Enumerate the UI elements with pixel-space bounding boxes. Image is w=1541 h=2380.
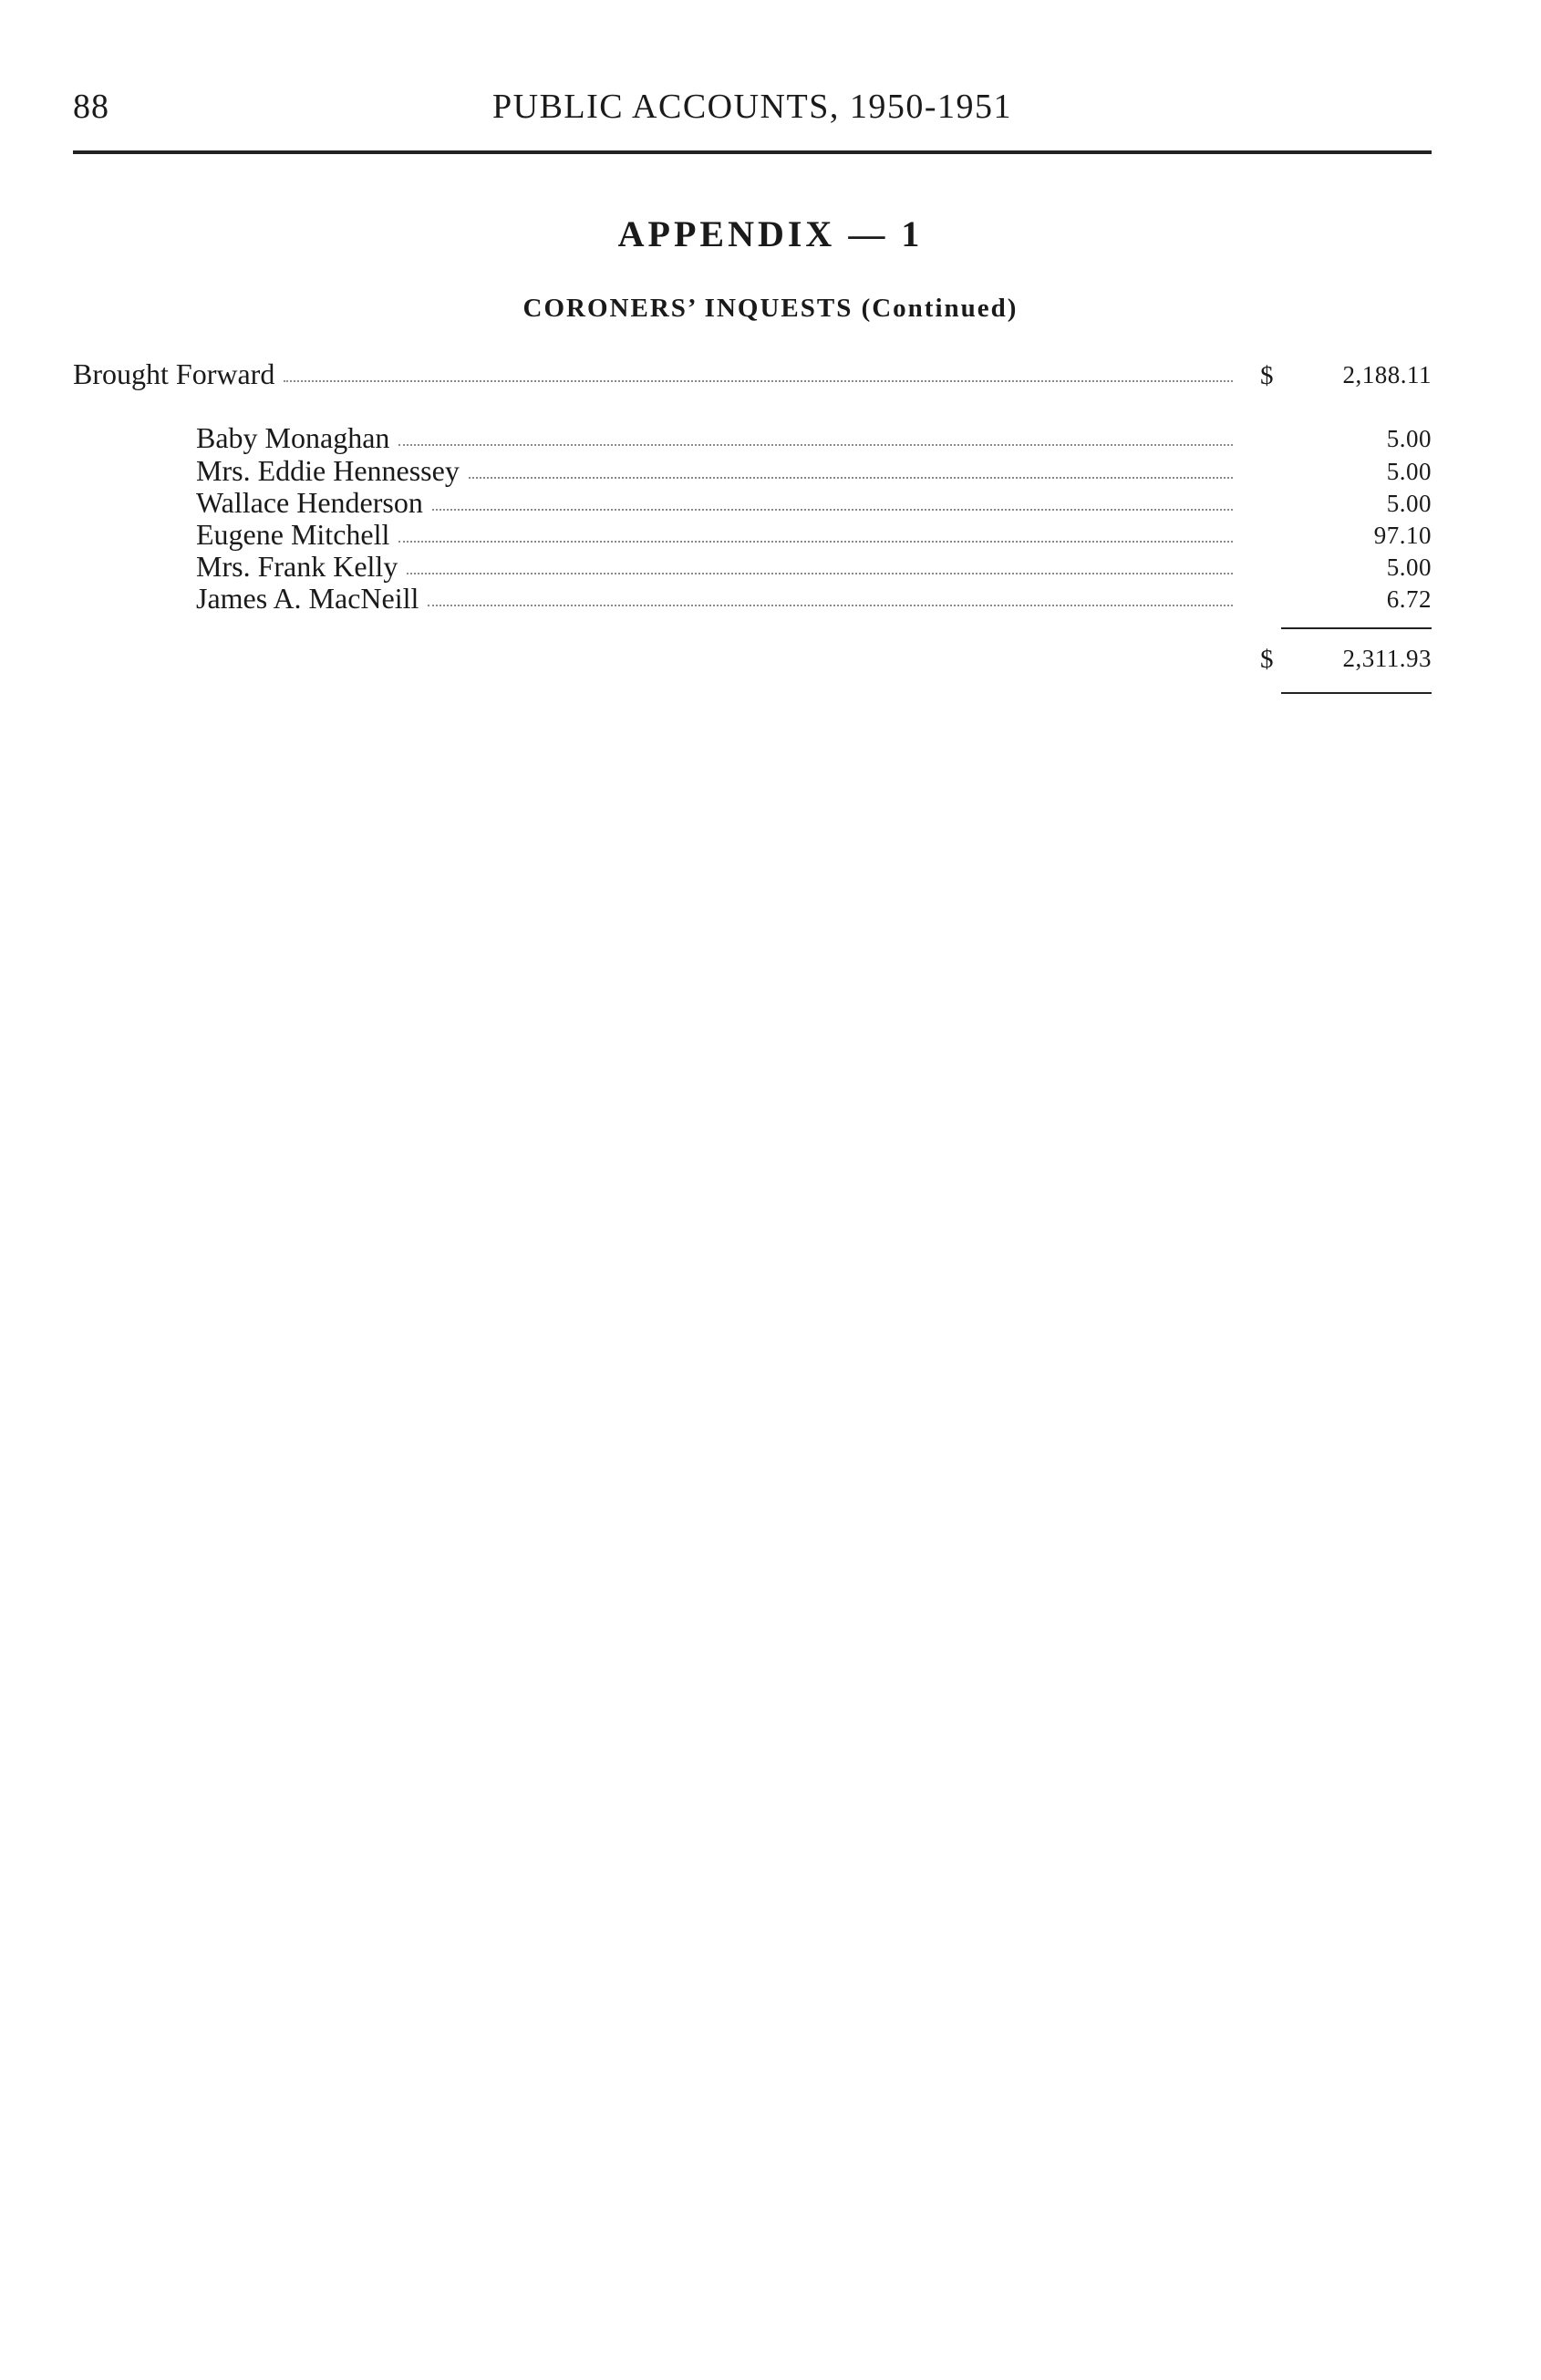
total-amount: 2,311.93 — [1342, 645, 1432, 672]
section-title: APPENDIX — 1 — [617, 213, 924, 254]
entry-name: Mrs. Eddie Hennessey — [196, 454, 460, 487]
page-header — [73, 87, 1432, 141]
dot-leader — [432, 508, 1233, 511]
dot-leader — [428, 604, 1233, 606]
dot-leader — [398, 540, 1233, 543]
brought-forward-amount: 2,188.11 — [1342, 361, 1432, 388]
running-title: PUBLIC ACCOUNTS, 1950-1951 — [492, 88, 1012, 126]
entry-name: Mrs. Frank Kelly — [196, 550, 398, 583]
entry-amount: 97.10 — [1373, 522, 1432, 549]
entry-row — [196, 421, 1240, 454]
entry-row — [196, 582, 1240, 615]
entry-name: Wallace Henderson — [196, 486, 423, 519]
subtotal-rule — [1281, 627, 1432, 629]
entry-row — [196, 550, 1240, 583]
entry-name: James A. MacNeill — [196, 582, 419, 615]
entry-row — [196, 454, 1240, 487]
dot-leader — [284, 379, 1233, 382]
entry-row — [196, 518, 1240, 551]
total-rule — [1281, 692, 1432, 694]
entry-name: Baby Monaghan — [196, 421, 390, 454]
dot-leader — [407, 572, 1233, 574]
entry-row — [196, 486, 1240, 519]
header-rule — [73, 150, 1432, 154]
brought-forward-currency: $ — [1260, 361, 1274, 390]
entry-amount: 5.00 — [1386, 425, 1432, 452]
entry-amount: 6.72 — [1386, 585, 1432, 613]
section-subtitle: CORONERS’ INQUESTS (Continued) — [522, 294, 1019, 323]
dot-leader — [398, 443, 1233, 446]
entry-name: Eugene Mitchell — [196, 518, 390, 551]
dot-leader — [469, 476, 1233, 479]
entry-amount: 5.00 — [1386, 554, 1432, 581]
entry-amount: 5.00 — [1386, 458, 1432, 485]
page-number: 88 — [73, 88, 109, 126]
entry-amount: 5.00 — [1386, 490, 1432, 517]
total-currency: $ — [1260, 645, 1274, 674]
brought-forward-row — [73, 357, 1240, 390]
brought-forward-label: Brought Forward — [73, 357, 275, 390]
